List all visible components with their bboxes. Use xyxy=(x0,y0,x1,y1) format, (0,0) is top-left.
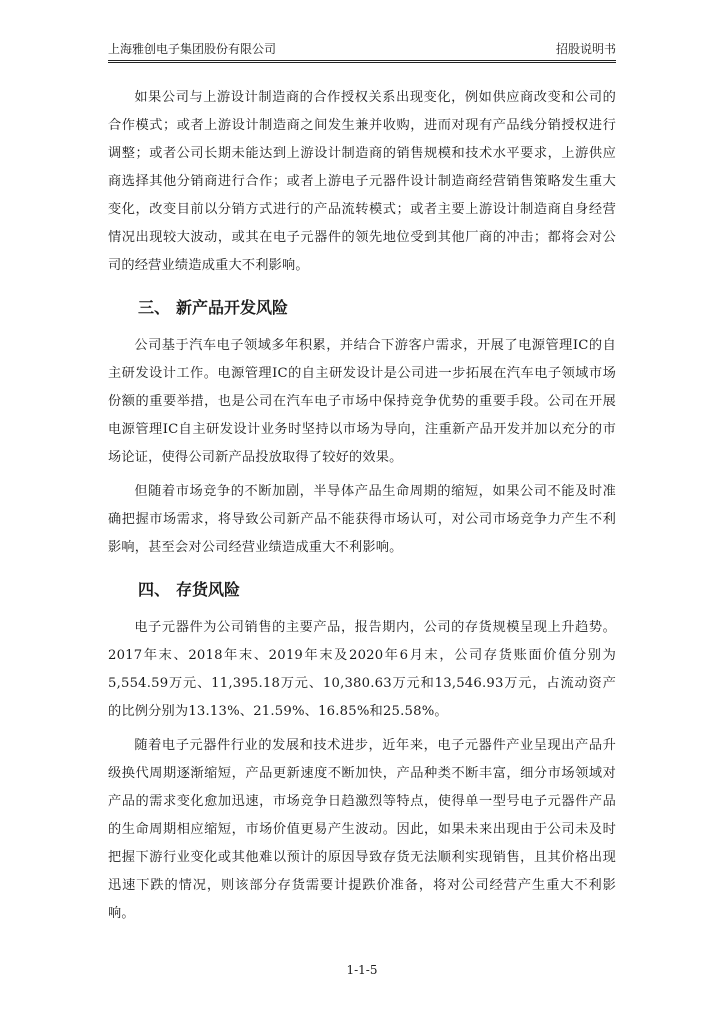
page-number: 1-1-5 xyxy=(346,963,378,977)
header-rule-bottom xyxy=(108,62,616,63)
header-company-name: 上海雅创电子集团股份有限公司 xyxy=(108,42,277,56)
page-header xyxy=(108,36,616,58)
section-title: 新产品开发风险 xyxy=(176,298,289,317)
section-number: 三、 xyxy=(138,298,171,317)
paragraph-inventory-impairment: 随着电子元器件行业的发展和技术进步，近年来，电子元器件产业呈现出产品升级换代周期逐渐缩短，产品更新速度不断加快，产品种类不断丰富，细分市场领域对产品的需求变化愈加迅速，市场竞争日趋激烈等特点，使得单一型号电子元器件产品的生命周期相应缩短，市场价值更易产生波动。因此，如果未来出现由于公司未及时把握下游行业变化或其他难以预计的原因导致存货无法顺利实现销售，且其价格出现迅速下跌的情况，则该部分存货需要计提跌价准备，将对公司经营产生重大不利影响。 xyxy=(108,738,616,921)
section-number: 四、 xyxy=(138,580,171,599)
document-body xyxy=(108,84,616,928)
paragraph-market-competition: 但随着市场竞争的不断加剧，半导体产品生命周期的缩短，如果公司不能及时准确把握市场需求，将导致公司新产品不能获得市场认可，对公司市场竞争力产生不利影响，甚至会对公司经营业绩造成重大不利影响。 xyxy=(108,484,616,555)
section-heading-inventory-risk xyxy=(108,576,616,604)
section-heading-new-product-risk xyxy=(108,294,616,322)
header-rule-top xyxy=(108,60,616,61)
section-title: 存货风险 xyxy=(176,580,241,599)
paragraph-supplier-risk: 如果公司与上游设计制造商的合作授权关系出现变化，例如供应商改变和公司的合作模式；或者上游设计制造商之间发生兼并收购，进而对现有产品线分销授权进行调整；或者公司长期未能达到上游设计制造商的销售规模和技术水平要求，上游供应商选择其他分销商进行合作；或者上游电子元器件设计制造商经营销售策略发生重大变化，改变目前以分销方式进行的产品流转模式；或者主要上游设计制造商自身经营情况出现较大波动，或其在电子元器件的领先地位受到其他厂商的冲击；都将会对公司的经营业绩造成重大不利影响。 xyxy=(108,90,616,273)
header-document-type: 招股说明书 xyxy=(555,42,616,56)
paragraph-inventory-values: 电子元器件为公司销售的主要产品，报告期内，公司的存货规模呈现上升趋势。2017年末、2018年末、2019年末及2020年6月末，公司存货账面价值分别为5,554.59万元、11,395.18万元、10,380.63万元和13,546.93万元，占流动资产的比例分别为13.13%、21.59%、16.85%和25.58%。 xyxy=(108,620,616,719)
paragraph-power-ic-development: 公司基于汽车电子领域多年积累，并结合下游客户需求，开展了电源管理IC的自主研发设计工作。电源管理IC的自主研发设计是公司进一步拓展在汽车电子领域市场份额的重要举措，也是公司在汽车电子市场中保持竞争优势的重要手段。公司在开展电源管理IC自主研发设计业务时坚持以市场为导向，注重新产品开发并加以充分的市场论证，使得公司新产品投放取得了较好的效果。 xyxy=(108,338,616,465)
